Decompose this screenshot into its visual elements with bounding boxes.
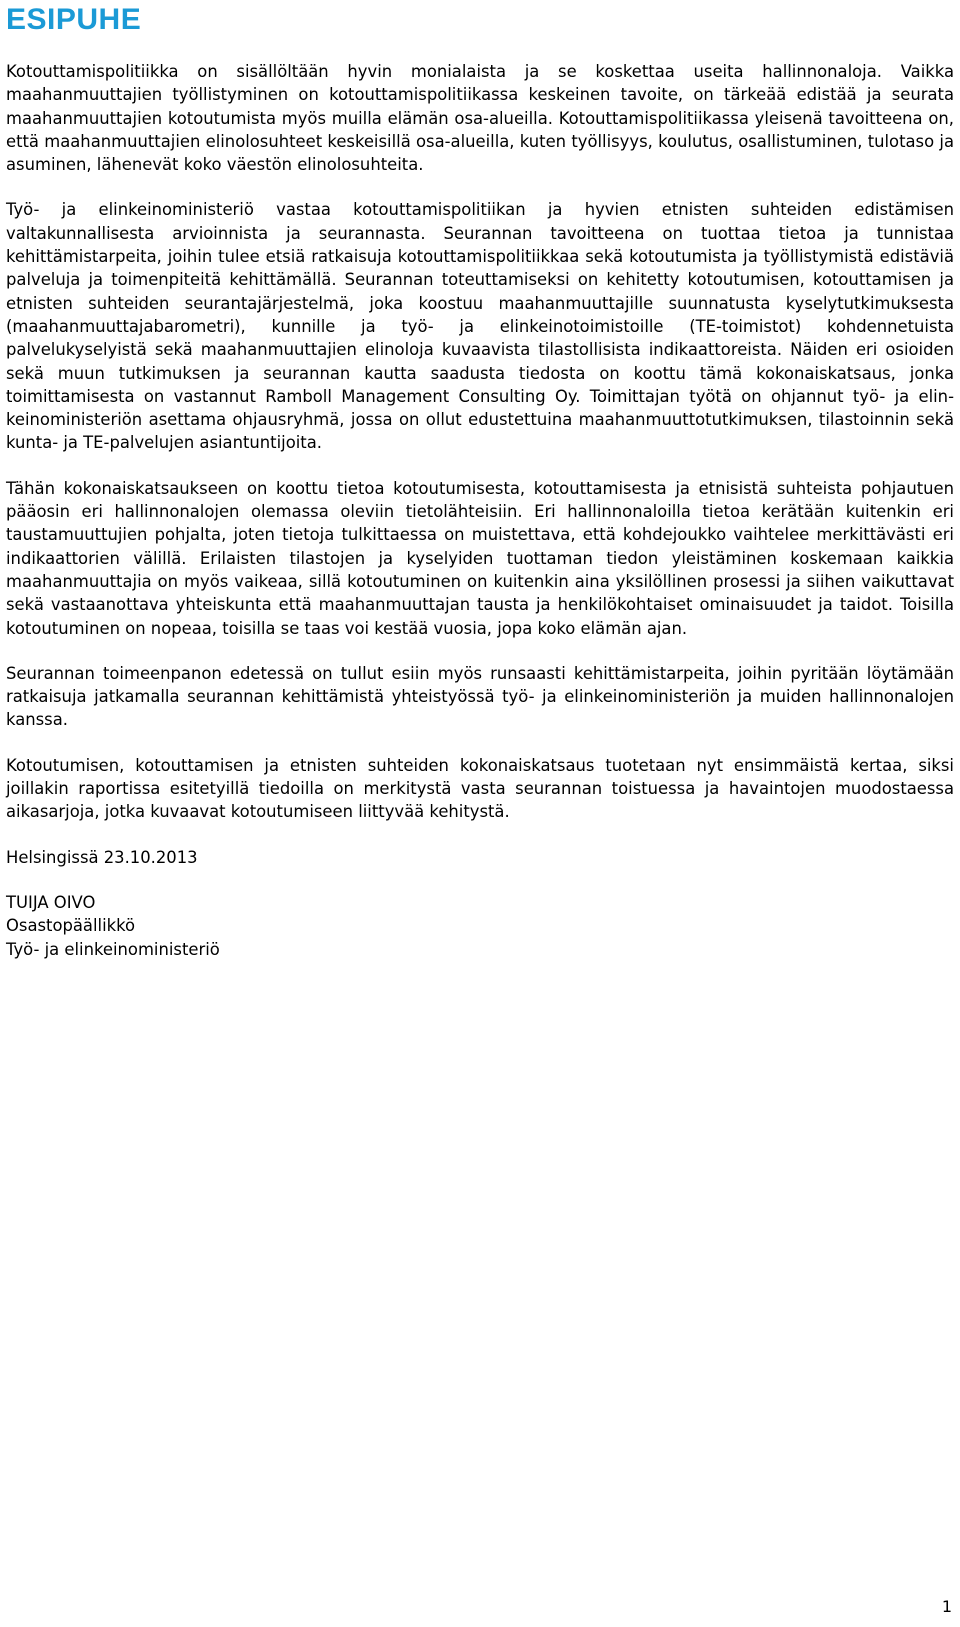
signer-name: TUIJA OIVO xyxy=(6,892,96,912)
paragraph-1: Kotouttamispolitiikka on sisällöltään hyvin monialaista ja se koskettaa useita hallinnonaloja. Vaikka maahanmuuttajien työllistyminen on kotouttamispolitiikassa keskeinen tavoite, on tärkeää edistää ja seurata maahanmuuttajien kotoutumista myös muilla elämän osa-alueilla. Kotouttamispolitiikassa yleisenä tavoitteena on, että maahanmuuttajien elinolosuhteet keskeisillä osa-alueilla, kuten työllisyys, koulutus, osallistuminen, tulotaso ja asuminen, lähenevät koko väestön elinolosuhteita. xyxy=(6,62,954,175)
signer-organization: Työ- ja elinkeinoministeriö xyxy=(6,939,220,959)
signature-block xyxy=(6,891,954,961)
paragraph-4: Seurannan toimeenpanon edetessä on tullut esiin myös runsaasti kehittämistarpeita, joihin pyritään löytämään ratkaisuja jatkamalla seurannan kehittämistä yhteistyössä työ- ja elinkeinoministeriön ja muiden hallinnonalojen kanssa. xyxy=(6,663,954,730)
paragraph-5: Kotoutumisen, kotouttamisen ja etnisten suhteiden kokonaiskatsaus tuotetaan nyt ensimmäistä kertaa, siksi joillakin raportissa esitetyillä tiedoilla on merkitystä vasta seurannan toistuessa ja havaintojen muodostaessa aikasarjoja, jotka kuvaavat kotoutumiseen liittyvää kehitystä. xyxy=(6,755,954,822)
paragraph-3: Tähän kokonaiskatsaukseen on koottu tietoa kotoutumisesta, kotouttamisesta ja etnisistä suhteista pohjautuen pääosin eri hallinnonalojen olemassa oleviin tietolähteisiin. Eri hallinnonaloilla tietoa kerätään kuitenkin eri taustamuuttujien pohjalta, joten tietoja tulkittaessa on muistettava, että kohdejoukko vaihtelee merkittävästi eri indikaattorien välillä. Erilaisten tilastojen ja kyselyiden tuottaman tiedon yleistäminen koskemaan kaikkia maahanmuuttajia on myös vaikeaa, sillä kotoutuminen on kuitenkin aina yksilöllinen prosessi ja siihen vaikuttavat sekä vastaanottava yhteiskunta että maahanmuuttajan tausta ja henkilökohtaiset ominaisuudet ja taidot. Toisilla kotoutuminen on nopeaa, toisilla se taas voi kestää vuosia, jopa koko elämän ajan. xyxy=(6,478,954,638)
body-text xyxy=(6,60,954,961)
page-number: 1 xyxy=(941,1597,952,1616)
signer-title: Osastopäällikkö xyxy=(6,916,136,936)
paragraph-2: Työ- ja elinkeinoministeriö vastaa kotouttamispolitiikan ja hyvien etnisten suhteiden edistämisen valtakunnallisesta arvioinnista ja seurannasta. Seurannan tavoitteena on tuottaa tietoa ja tunnistaa kehittämistarpeita, joihin tulee etsiä ratkaisuja kotouttamispolitiikkaa sekä kotoutumista ja työllistymistä edistäviä palveluja ja toimenpiteitä kehittämällä. Seurannan toteuttamiseksi on kehitetty kotoutumisen, kotouttamisen ja etnisten suhteiden seurantajärjestelmä, joka koostuu maahanmuuttajille suunnatusta kyselytutkimuksesta (maahanmuuttajabarometri), kunnille ja työ- ja elinkeinotoimistoille (TE-toimistot) kohdennetuista palvelukyselyistä sekä maahanmuuttajien elinoloja kuvaavista tilastollisista indikaattoreista. Näiden eri osioiden sekä muun tutkimuksen ja seurannan kautta saadusta tiedosta on koottu tämä kokonaiskatsaus, jonka toimittamisesta on vastannut Ramboll Management Consulting Oy. Toimittajan työtä on ohjannut työ- ja elinkeinoministeriön asettama ohjausryhmä, jossa on ollut edustettuina maahanmuuttotutkimuksen, tilastoinnin sekä kunta- ja TE-palvelujen asiantuntijoita. xyxy=(6,200,954,453)
place-date: Helsingissä 23.10.2013 xyxy=(6,847,198,867)
page-title: ESIPUHE xyxy=(6,3,142,36)
document-page xyxy=(6,0,954,961)
